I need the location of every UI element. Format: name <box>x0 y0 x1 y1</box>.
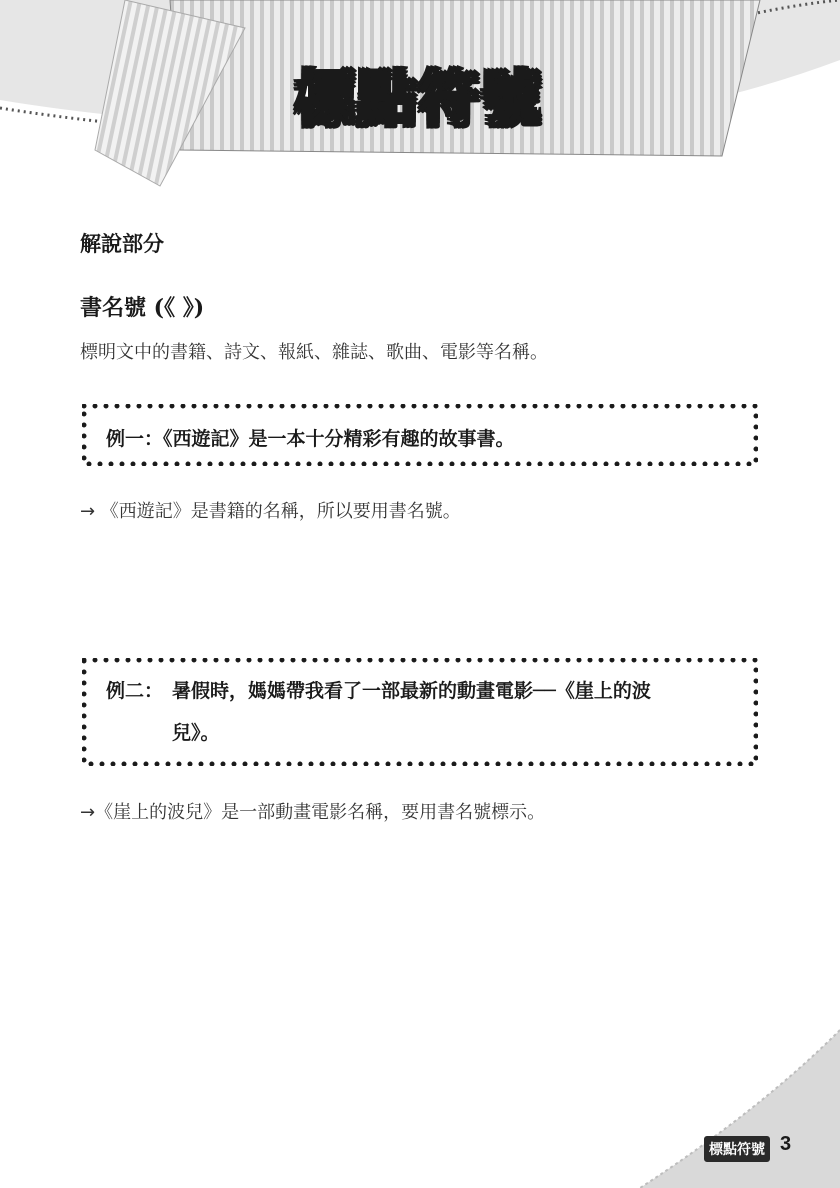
dotted-border <box>82 658 758 766</box>
section-heading: 解說部分 <box>80 232 164 256</box>
example-2-line-1: 暑假時，媽媽帶我看了一部最新的動畫電影──《崖上的波 <box>172 680 651 702</box>
example-2-line-2: 兒》。 <box>172 722 220 744</box>
example-box-2 <box>82 658 758 766</box>
example-2-label: 例二： <box>106 680 164 702</box>
footer-label: 標點符號 <box>704 1136 770 1162</box>
page-number: 3 <box>780 1133 792 1155</box>
example-box-1 <box>82 404 758 466</box>
topic-heading: 書名號 (《 》) <box>80 295 205 321</box>
example-1-note: → 《西遊記》是書籍的名稱，所以要用書名號。 <box>80 501 461 522</box>
page-title: 標點符號 <box>295 65 544 133</box>
example-1-text: 例一：《西遊記》是一本十分精彩有趣的故事書。 <box>106 428 515 450</box>
example-2-note: →《崖上的波兒》是一部動畫電影名稱，要用書名號標示。 <box>80 802 546 823</box>
topic-description: 標明文中的書籍、詩文、報紙、雜誌、歌曲、電影等名稱。 <box>80 342 548 363</box>
